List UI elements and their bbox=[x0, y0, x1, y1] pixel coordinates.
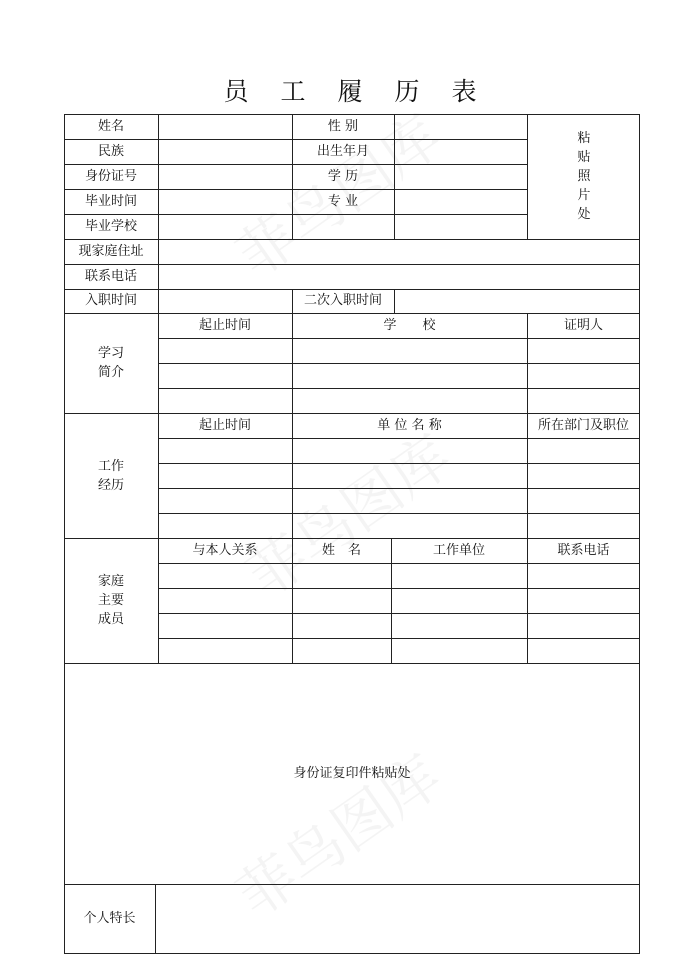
study-label-line: 简介 bbox=[97, 365, 124, 380]
label-birth: 出生年月 bbox=[316, 143, 369, 159]
grid-line bbox=[158, 563, 640, 564]
study-section-label bbox=[64, 313, 158, 413]
photo-area[interactable] bbox=[528, 114, 640, 239]
family-col-relation: 与本人关系 bbox=[192, 542, 258, 558]
work-col-dept: 所在部门及职位 bbox=[537, 417, 629, 433]
title-char: 表 bbox=[451, 77, 477, 106]
grid-line bbox=[158, 363, 640, 364]
label-graduation-time: 毕业时间 bbox=[84, 193, 137, 209]
photo-char: 照 bbox=[577, 169, 591, 184]
photo-char: 处 bbox=[577, 207, 591, 222]
grid-line bbox=[158, 438, 640, 439]
title-char: 员 bbox=[223, 77, 249, 106]
photo-char: 粘 bbox=[577, 131, 591, 146]
work-section-label bbox=[64, 413, 158, 538]
work-label-line: 经历 bbox=[97, 477, 124, 493]
input-id-number[interactable] bbox=[159, 164, 292, 189]
family-label-line: 成员 bbox=[97, 612, 124, 627]
label-hire-date: 入职时间 bbox=[84, 293, 137, 308]
grid-line bbox=[158, 513, 640, 514]
photo-char: 贴 bbox=[577, 150, 591, 165]
label-address: 现家庭住址 bbox=[78, 243, 144, 259]
grid-line bbox=[158, 338, 640, 339]
input-rehire-date[interactable] bbox=[395, 289, 640, 313]
label-rehire-date: 二次入职时间 bbox=[303, 293, 382, 308]
input-graduation-time[interactable] bbox=[159, 189, 292, 214]
study-col-period: 起止时间 bbox=[198, 317, 251, 333]
study-col-witness: 证明人 bbox=[563, 317, 603, 333]
title-char: 工 bbox=[280, 77, 306, 106]
label-major: 专 业 bbox=[327, 193, 359, 209]
grid-line bbox=[158, 638, 640, 639]
grid-line bbox=[158, 388, 640, 389]
id-copy-area[interactable]: 身份证复印件粘贴处 bbox=[293, 765, 411, 781]
family-col-phone: 联系电话 bbox=[557, 542, 610, 558]
input-specialty[interactable] bbox=[156, 884, 640, 954]
family-col-company: 工作单位 bbox=[432, 542, 485, 558]
photo-char: 片 bbox=[577, 188, 591, 203]
grid-line bbox=[158, 463, 640, 464]
input-birth[interactable] bbox=[395, 139, 527, 164]
label-phone: 联系电话 bbox=[84, 268, 137, 284]
input-gender[interactable] bbox=[395, 114, 527, 139]
work-label-line: 工作 bbox=[97, 458, 124, 474]
input-ethnicity[interactable] bbox=[159, 139, 292, 164]
work-col-company: 单 位 名 称 bbox=[377, 417, 442, 433]
input-name[interactable] bbox=[159, 114, 292, 139]
label-id-number: 身份证号 bbox=[84, 168, 137, 184]
family-section-label bbox=[64, 538, 158, 663]
input-major[interactable] bbox=[395, 189, 527, 214]
grid-line bbox=[158, 588, 640, 589]
input-hire-date[interactable] bbox=[159, 289, 292, 313]
family-label-line: 主要 bbox=[97, 593, 124, 608]
label-specialty: 个人特长 bbox=[83, 911, 136, 926]
input-address[interactable] bbox=[159, 239, 640, 264]
study-col-school: 学 校 bbox=[383, 317, 436, 333]
label-name: 姓名 bbox=[97, 118, 124, 134]
label-education: 学 历 bbox=[327, 168, 359, 184]
grid-line bbox=[158, 613, 640, 614]
input-education[interactable] bbox=[395, 164, 527, 189]
family-col-name: 姓 名 bbox=[321, 542, 361, 558]
title-char: 履 bbox=[337, 77, 363, 106]
family-label-line: 家庭 bbox=[97, 574, 124, 589]
study-label-line: 学习 bbox=[97, 346, 124, 361]
label-gender: 性 别 bbox=[327, 118, 359, 134]
title-char: 历 bbox=[394, 77, 420, 106]
label-school: 毕业学校 bbox=[84, 218, 137, 234]
work-col-period: 起止时间 bbox=[198, 417, 251, 433]
grid-line bbox=[158, 488, 640, 489]
input-phone[interactable] bbox=[159, 264, 640, 289]
label-ethnicity: 民族 bbox=[97, 143, 124, 159]
input-school[interactable] bbox=[159, 214, 527, 239]
